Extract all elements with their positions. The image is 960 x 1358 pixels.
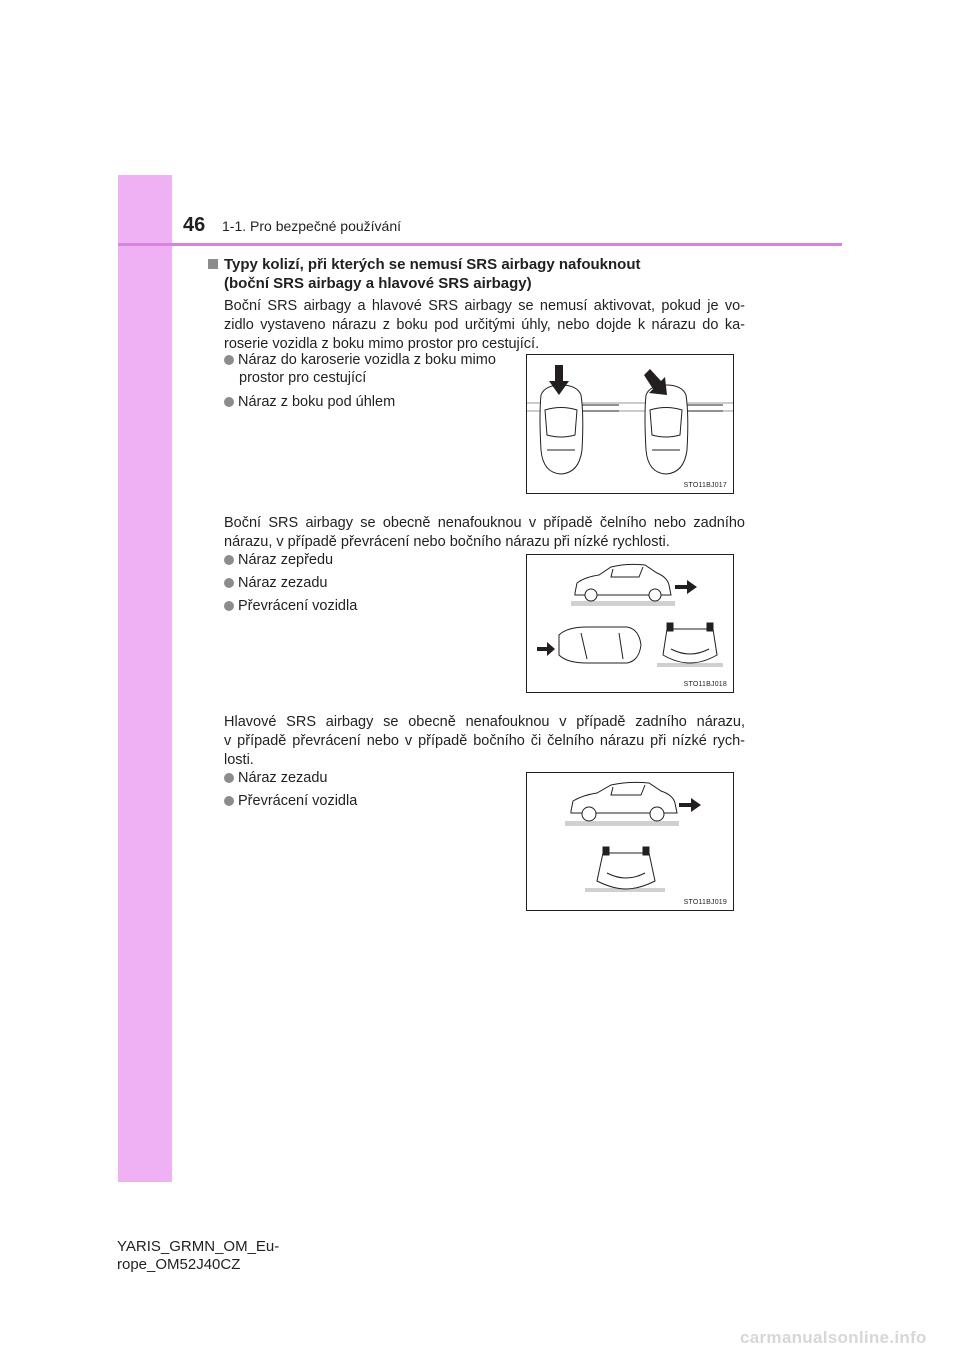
paragraph-line: zidlo vystaveno nárazu z boku pod určitými úhly, nebo dojde k nárazu do ka- <box>224 317 745 333</box>
bullet-icon <box>224 796 234 806</box>
square-bullet-icon <box>208 259 218 269</box>
chapter-side-bar <box>118 175 172 1182</box>
list-item <box>224 393 395 411</box>
heading-line-1: Typy kolizí, při kterých se nemusí SRS airbagy nafouknout <box>224 256 641 273</box>
list-item <box>224 769 327 787</box>
footer-line-2: rope_OM52J40CZ <box>117 1256 241 1273</box>
paragraph-line: nárazu, v případě převrácení nebo bočního nárazu při nízké rychlosti. <box>224 534 670 550</box>
footer-doc-id <box>117 1238 279 1274</box>
list-item <box>224 551 333 569</box>
footer-line-1: YARIS_GRMN_OM_Eu- <box>117 1238 280 1255</box>
rear-rollover-illustration <box>527 773 733 910</box>
list-item <box>224 597 357 615</box>
paragraph-line: Boční SRS airbagy a hlavové SRS airbagy se nemusí aktivovat, pokud je vo- <box>224 298 745 314</box>
paragraph-line: roserie vozidla z boku mimo prostor pro cestující. <box>224 336 540 352</box>
bullet-icon <box>224 355 234 365</box>
paragraph-line: Hlavové SRS airbagy se obecně nenafouknou v případě zadního nárazu, <box>224 714 745 730</box>
list-item-text: Náraz zepředu <box>238 552 334 568</box>
list-item-text: Náraz zezadu <box>238 575 328 591</box>
list-item <box>224 351 496 387</box>
section-title: 1-1. Pro bezpečné používání <box>222 218 402 234</box>
paragraph-line: losti. <box>224 752 254 768</box>
list-item-text: Převrácení vozidla <box>238 793 358 809</box>
figure-rear-rollover <box>526 772 734 911</box>
list-item-text: Převrácení vozidla <box>238 598 358 614</box>
list-item-text-2: prostor pro cestující <box>239 370 367 386</box>
bullet-icon <box>224 601 234 611</box>
figure-code: STO11BJ019 <box>683 899 727 906</box>
side-impact-illustration <box>527 355 733 493</box>
paragraph-2 <box>224 514 745 552</box>
figure-front-rear-rollover <box>526 554 734 693</box>
page-number: 46 <box>183 214 206 236</box>
figure-side-impact <box>526 354 734 494</box>
list-item <box>224 792 357 810</box>
paragraph-1 <box>224 297 745 354</box>
header-rule <box>118 243 842 246</box>
heading-line-2: (boční SRS airbagy a hlavové SRS airbagy) <box>224 275 532 292</box>
bullet-icon <box>224 397 234 407</box>
list-item <box>224 574 327 592</box>
list-item-text: Náraz do karoserie vozidla z boku mimo <box>238 352 496 368</box>
list-item-text: Náraz z boku pod úhlem <box>238 394 396 410</box>
paragraph-line: v případě převrácení nebo v případě bočního či čelního nárazu při nízké rych- <box>224 733 745 749</box>
paragraph-3 <box>224 713 745 770</box>
watermark: carmanualsonline.info <box>740 1328 927 1347</box>
figure-code: STO11BJ018 <box>683 681 727 688</box>
bullet-icon <box>224 773 234 783</box>
figure-code: STO11BJ017 <box>683 482 727 489</box>
bullet-icon <box>224 555 234 565</box>
bullet-icon <box>224 578 234 588</box>
paragraph-line: Boční SRS airbagy se obecně nenafouknou v případě čelního nebo zadního <box>224 515 745 531</box>
list-item-text: Náraz zezadu <box>238 770 328 786</box>
section-heading <box>208 255 641 293</box>
front-rear-rollover-illustration <box>527 555 733 692</box>
